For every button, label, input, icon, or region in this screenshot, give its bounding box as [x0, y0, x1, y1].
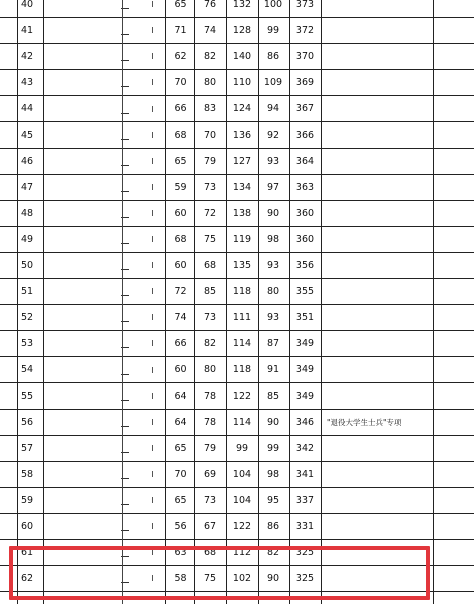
score-cell-total: 337: [295, 494, 315, 506]
score-cell-a: 70: [174, 77, 187, 89]
row-number: 46: [21, 155, 34, 167]
row-number: 42: [21, 51, 34, 63]
score-cell-c: 118: [232, 286, 252, 298]
score-cell-b: 73: [203, 181, 217, 193]
score-cell-total: 349: [295, 390, 315, 402]
score-cell-d: 92: [266, 129, 280, 141]
note-cell: [323, 331, 433, 356]
score-cell-a: 65: [174, 494, 187, 506]
redaction-tick: [152, 184, 153, 190]
column-divider: [165, 0, 166, 604]
redaction-tick: [152, 106, 153, 112]
score-cell-c: 136: [232, 129, 252, 141]
redaction-tick: [152, 158, 153, 164]
row-number: 44: [21, 103, 34, 115]
score-cell-c: 138: [232, 207, 252, 219]
score-cell-a: 74: [174, 312, 187, 324]
note-cell: [323, 384, 433, 409]
row-number: 51: [21, 286, 34, 298]
row-number: 57: [21, 442, 34, 454]
redaction-tick: [152, 445, 153, 451]
note-cell: [323, 123, 433, 148]
redaction-tick: [152, 27, 153, 33]
row-number: 54: [21, 364, 34, 376]
score-cell-c: 110: [232, 77, 252, 89]
row-number: 50: [21, 260, 34, 272]
score-cell-a: 72: [174, 286, 187, 298]
score-cell-c: 134: [232, 181, 252, 193]
table-row: [0, 436, 474, 462]
table-row: [0, 384, 474, 410]
score-cell-total: 356: [295, 260, 315, 272]
redaction-tick: [152, 471, 153, 477]
score-cell-b: 73: [203, 494, 217, 506]
score-cell-a: 56: [174, 521, 187, 533]
row-number: 58: [21, 468, 34, 480]
column-divider: [43, 0, 44, 604]
score-cell-c: 140: [232, 51, 252, 63]
score-cell-b: 78: [203, 390, 217, 402]
score-cell-total: 349: [295, 364, 315, 376]
score-cell-d: 100: [263, 0, 283, 11]
score-cell-c: 119: [232, 233, 252, 245]
redaction-tick: [152, 340, 153, 346]
table-row: [0, 44, 474, 70]
score-cell-d: 87: [266, 338, 280, 350]
score-cell-total: 370: [295, 51, 315, 63]
table-row: [0, 279, 474, 305]
score-cell-b: 67: [203, 521, 217, 533]
score-cell-d: 99: [266, 25, 280, 37]
score-cell-total: 360: [295, 207, 315, 219]
table-row: [0, 410, 474, 436]
column-divider: [226, 0, 227, 604]
row-number: 45: [21, 129, 34, 141]
score-cell-c: 135: [232, 260, 252, 272]
redaction-tick: [152, 497, 153, 503]
note-cell: [323, 201, 433, 226]
table-row: [0, 0, 474, 18]
note-cell: [323, 44, 433, 69]
score-cell-b: 82: [203, 338, 217, 350]
score-cell-total: 342: [295, 442, 315, 454]
score-cell-b: 80: [203, 364, 217, 376]
redaction-tick: [152, 1, 153, 7]
score-cell-a: 60: [174, 364, 187, 376]
score-cell-total: 325: [295, 547, 315, 559]
score-cell-c: 118: [232, 364, 252, 376]
row-number: 47: [21, 181, 34, 193]
score-cell-b: 79: [203, 155, 217, 167]
score-cell-d: 93: [266, 260, 280, 272]
score-cell-total: 346: [295, 416, 315, 428]
score-cell-b: 68: [203, 260, 217, 272]
score-cell-a: 58: [174, 573, 187, 585]
score-cell-c: 132: [232, 0, 252, 11]
score-cell-c: 111: [232, 312, 252, 324]
table-row: [0, 18, 474, 44]
note-cell: [323, 279, 433, 304]
score-cell-a: 66: [174, 103, 187, 115]
score-cell-c: 104: [232, 468, 252, 480]
table-row: [0, 357, 474, 383]
score-cell-d: 94: [266, 103, 280, 115]
score-cell-b: 68: [203, 547, 217, 559]
column-divider: [321, 0, 322, 604]
score-cell-d: 86: [266, 521, 280, 533]
table-row: [0, 305, 474, 331]
score-cell-d: 93: [266, 312, 280, 324]
score-cell-b: 85: [203, 286, 217, 298]
note-cell: [323, 96, 433, 121]
table-row: [0, 149, 474, 175]
row-number: 49: [21, 233, 34, 245]
score-cell-total: 360: [295, 233, 315, 245]
redaction-tick: [152, 53, 153, 59]
score-cell-a: 68: [174, 129, 187, 141]
score-cell-d: 91: [266, 364, 280, 376]
score-cell-d: 86: [266, 51, 280, 63]
note-cell: [323, 175, 433, 200]
note-cell: [323, 0, 433, 17]
score-cell-a: 64: [174, 390, 187, 402]
note-cell: [323, 462, 433, 487]
score-cell-a: 64: [174, 416, 187, 428]
score-cell-a: 60: [174, 260, 187, 272]
score-cell-c: 102: [232, 573, 252, 585]
table-row: [0, 253, 474, 279]
score-cell-d: 82: [266, 547, 280, 559]
score-cell-b: 75: [203, 573, 217, 585]
score-cell-d: 97: [266, 181, 280, 193]
score-cell-b: 76: [203, 0, 217, 11]
score-cell-total: 364: [295, 155, 315, 167]
score-cell-total: 351: [295, 312, 315, 324]
score-cell-d: 90: [266, 573, 280, 585]
score-cell-d: 98: [266, 233, 280, 245]
table-row: [0, 201, 474, 227]
redaction-tick: [152, 132, 153, 138]
score-cell-d: 90: [266, 207, 280, 219]
row-number: 59: [21, 494, 34, 506]
score-cell-c: 122: [232, 390, 252, 402]
table-row: [0, 227, 474, 253]
row-number: 40: [21, 0, 34, 11]
score-cell-d: 93: [266, 155, 280, 167]
redaction-tick: [152, 79, 153, 85]
redaction-tick: [152, 393, 153, 399]
score-cell-a: 65: [174, 0, 187, 11]
score-cell-b: 73: [203, 312, 217, 324]
table-row: [0, 123, 474, 149]
redaction-tick: [152, 419, 153, 425]
note-cell: [323, 18, 433, 43]
score-cell-b: 80: [203, 77, 217, 89]
score-cell-c: 128: [232, 25, 252, 37]
score-cell-c: 127: [232, 155, 252, 167]
score-cell-b: 70: [203, 129, 217, 141]
table-row: [0, 488, 474, 514]
score-cell-total: 331: [295, 521, 315, 533]
row-number: 52: [21, 312, 34, 324]
score-cell-b: 82: [203, 51, 217, 63]
table-row: [0, 96, 474, 122]
row-number: 41: [21, 25, 34, 37]
score-cell-b: 78: [203, 416, 217, 428]
score-cell-c: 99: [235, 442, 249, 454]
note-cell: [323, 305, 433, 330]
table-row: [0, 514, 474, 540]
score-cell-b: 72: [203, 207, 217, 219]
row-number: 53: [21, 338, 34, 350]
column-divider: [17, 0, 18, 604]
note-cell: [323, 436, 433, 461]
score-cell-a: 60: [174, 207, 187, 219]
redaction-tick: [152, 367, 153, 373]
note-cell: [323, 253, 433, 278]
score-cell-total: 363: [295, 181, 315, 193]
score-cell-total: 373: [295, 0, 315, 11]
score-cell-d: 99: [266, 442, 280, 454]
row-number: 56: [21, 416, 34, 428]
redaction-tick: [152, 236, 153, 242]
score-cell-c: 104: [232, 494, 252, 506]
redaction-tick: [152, 262, 153, 268]
score-cell-total: 366: [295, 129, 315, 141]
note-cell: [323, 149, 433, 174]
row-number: 61: [21, 547, 34, 559]
column-divider: [194, 0, 195, 604]
redaction-tick: [152, 288, 153, 294]
score-cell-total: 367: [295, 103, 315, 115]
note-cell: [323, 514, 433, 539]
score-cell-d: 95: [266, 494, 280, 506]
column-divider: [433, 0, 434, 604]
score-cell-a: 68: [174, 233, 187, 245]
note-cell: [323, 357, 433, 382]
score-cell-c: 114: [232, 416, 252, 428]
score-cell-a: 65: [174, 442, 187, 454]
score-cell-a: 62: [174, 51, 187, 63]
redaction-tick: [152, 523, 153, 529]
score-cell-total: 355: [295, 286, 315, 298]
score-cell-d: 90: [266, 416, 280, 428]
note-cell: [323, 227, 433, 252]
score-cell-b: 75: [203, 233, 217, 245]
score-cell-d: 98: [266, 468, 280, 480]
score-cell-total: 372: [295, 25, 315, 37]
score-cell-a: 70: [174, 468, 187, 480]
score-cell-b: 69: [203, 468, 217, 480]
score-cell-b: 83: [203, 103, 217, 115]
score-cell-c: 124: [232, 103, 252, 115]
score-cell-a: 59: [174, 181, 187, 193]
note-cell: "退役大学生士兵"专项: [327, 417, 402, 427]
column-divider: [258, 0, 259, 604]
score-cell-b: 74: [203, 25, 217, 37]
column-divider: [289, 0, 290, 604]
row-number: 60: [21, 521, 34, 533]
score-cell-d: 80: [266, 286, 280, 298]
table-row: [0, 331, 474, 357]
score-cell-d: 109: [263, 77, 283, 89]
highlight-box: [9, 546, 430, 600]
note-cell: [323, 70, 433, 95]
row-number: 43: [21, 77, 34, 89]
table-row: [0, 70, 474, 96]
score-cell-c: 122: [232, 521, 252, 533]
score-cell-total: 369: [295, 77, 315, 89]
row-number: 62: [21, 573, 34, 585]
score-cell-a: 71: [174, 25, 187, 37]
table-row: [0, 175, 474, 201]
score-cell-a: 63: [174, 547, 187, 559]
row-number: 48: [21, 207, 34, 219]
score-cell-total: 349: [295, 338, 315, 350]
column-divider: [122, 0, 123, 604]
score-cell-c: 114: [232, 338, 252, 350]
score-cell-a: 65: [174, 155, 187, 167]
score-cell-c: 112: [232, 547, 252, 559]
score-cell-total: 325: [295, 573, 315, 585]
score-cell-b: 79: [203, 442, 217, 454]
table-row: [0, 462, 474, 488]
score-cell-d: 85: [266, 390, 280, 402]
redaction-tick: [152, 314, 153, 320]
row-number: 55: [21, 390, 34, 402]
note-cell: [323, 488, 433, 513]
score-cell-a: 66: [174, 338, 187, 350]
redaction-tick: [152, 210, 153, 216]
score-cell-total: 341: [295, 468, 315, 480]
